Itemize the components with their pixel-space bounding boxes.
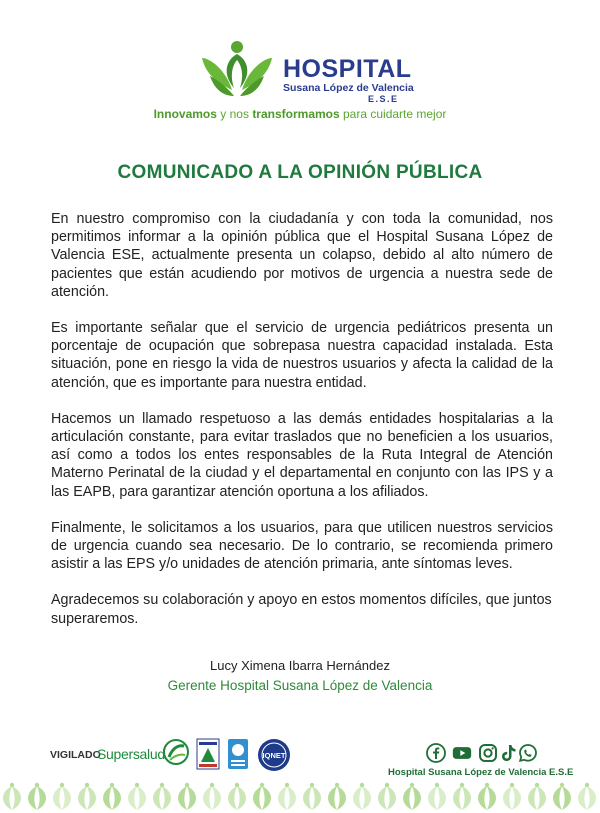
leaf-motif-icon	[128, 783, 146, 810]
leaf-motif-icon	[428, 783, 446, 810]
decorative-leaf-band	[0, 782, 600, 813]
leaf-motif-icon	[453, 783, 471, 810]
instagram-icon[interactable]	[478, 743, 498, 763]
leaf-motif-icon	[528, 783, 546, 810]
paragraph: En nuestro compromiso con la ciudadanía y con toda la comunidad, nos permitimos informar a la opinión pública que el Hospital Susana López de Valencia ESE, actualmente presenta un colapso, debido al alto número de pacientes que están acudiendo por motivos de urgencia a nuestra sede de atención.	[51, 211, 553, 300]
tiktok-icon[interactable]	[498, 743, 518, 763]
hospital-logo-title: HOSPITAL	[283, 55, 412, 83]
leaf-motif-icon	[78, 783, 96, 810]
accreditation-badge-icon	[227, 738, 249, 770]
document-body	[51, 210, 553, 646]
hospital-logo-subtitle: Susana López de Valencia	[283, 82, 414, 94]
hospital-logo-icon	[196, 38, 278, 100]
leaf-motif-icon	[303, 783, 321, 810]
leaf-motif-icon	[328, 783, 346, 810]
slogan-part1: Innovamos	[153, 107, 217, 121]
youtube-icon[interactable]	[452, 743, 472, 763]
paragraph: Finalmente, le solicitamos a los usuarios, para que utilicen nuestros servicios de urgencia cuando sea necesario. De lo contrario, se recomienda primero asistir a las EPS y/o unidades de atención primaria, ante síntomas leves.	[51, 519, 553, 573]
slogan-part3: transformamos	[252, 107, 340, 121]
iqnet-badge-icon	[257, 738, 291, 772]
document-title: COMUNICADO A LA OPINIÓN PÚBLICA	[117, 162, 483, 183]
supersalud-logo-icon	[163, 737, 189, 767]
leaf-motif-icon	[353, 783, 371, 810]
leaf-motif-icon	[553, 783, 571, 810]
leaf-motif-icon	[278, 783, 296, 810]
leaf-motif-icon	[253, 783, 271, 810]
slogan	[0, 107, 600, 121]
leaf-motif-icon	[53, 783, 71, 810]
paragraph: Agradecemos su colaboración y apoyo en estos momentos difíciles, que juntos superaremos.	[51, 592, 552, 627]
slogan-part4: para cuidarte mejor	[339, 107, 447, 121]
iqnet-label: IQNET	[262, 751, 286, 760]
supersalud-label: Supersalud	[97, 746, 165, 762]
header	[0, 38, 600, 128]
certification-badge-icon	[196, 738, 220, 770]
facebook-icon[interactable]	[426, 743, 446, 763]
leaf-motif-icon	[153, 783, 171, 810]
vigilado-label: VIGILADO	[50, 749, 101, 761]
leaf-motif-icon	[578, 783, 596, 810]
paragraph: Hacemos un llamado respetuoso a las demás entidades hospitalarias a la articulación constante, para evitar traslados que no beneficien a los usuarios, así como a todos los entes responsables de la Ruta Integral de Atención Materno Perinatal de la ciudad y el departamental en conjunto con las IPS y a las EAPB, para garantizar atención oportuna a los afiliados.	[51, 410, 553, 500]
hospital-logo-ese: E.S.E	[368, 94, 399, 104]
footer	[0, 735, 600, 780]
leaf-motif-icon	[403, 783, 421, 810]
leaf-motif-icon	[28, 783, 46, 810]
leaf-motif-icon	[178, 783, 196, 810]
leaf-motif-icon	[478, 783, 496, 810]
footer-hospital-name: Hospital Susana López de Valencia E.S.E	[388, 767, 574, 778]
signature-name: Lucy Ximena Ibarra Hernández	[210, 658, 390, 673]
leaf-motif-icon	[203, 783, 221, 810]
paragraph: Es importante señalar que el servicio de urgencia pediátricos presenta un porcentaje de ocupación que sobrepasa nuestra capacidad instalada. Esta situación, pone en riesgo la vida de nuestros usuarios y afecta la calidad de la atención, que es importante para nuestra entidad.	[51, 320, 553, 391]
leaf-motif-icon	[103, 783, 121, 810]
leaf-motif-icon	[503, 783, 521, 810]
whatsapp-icon[interactable]	[518, 743, 538, 763]
leaf-motif-icon	[378, 783, 396, 810]
leaf-motif-icon	[3, 783, 21, 810]
signature-role: Gerente Hospital Susana López de Valencia	[167, 678, 433, 693]
slogan-part2: y nos	[216, 107, 253, 121]
leaf-motif-icon	[228, 783, 246, 810]
